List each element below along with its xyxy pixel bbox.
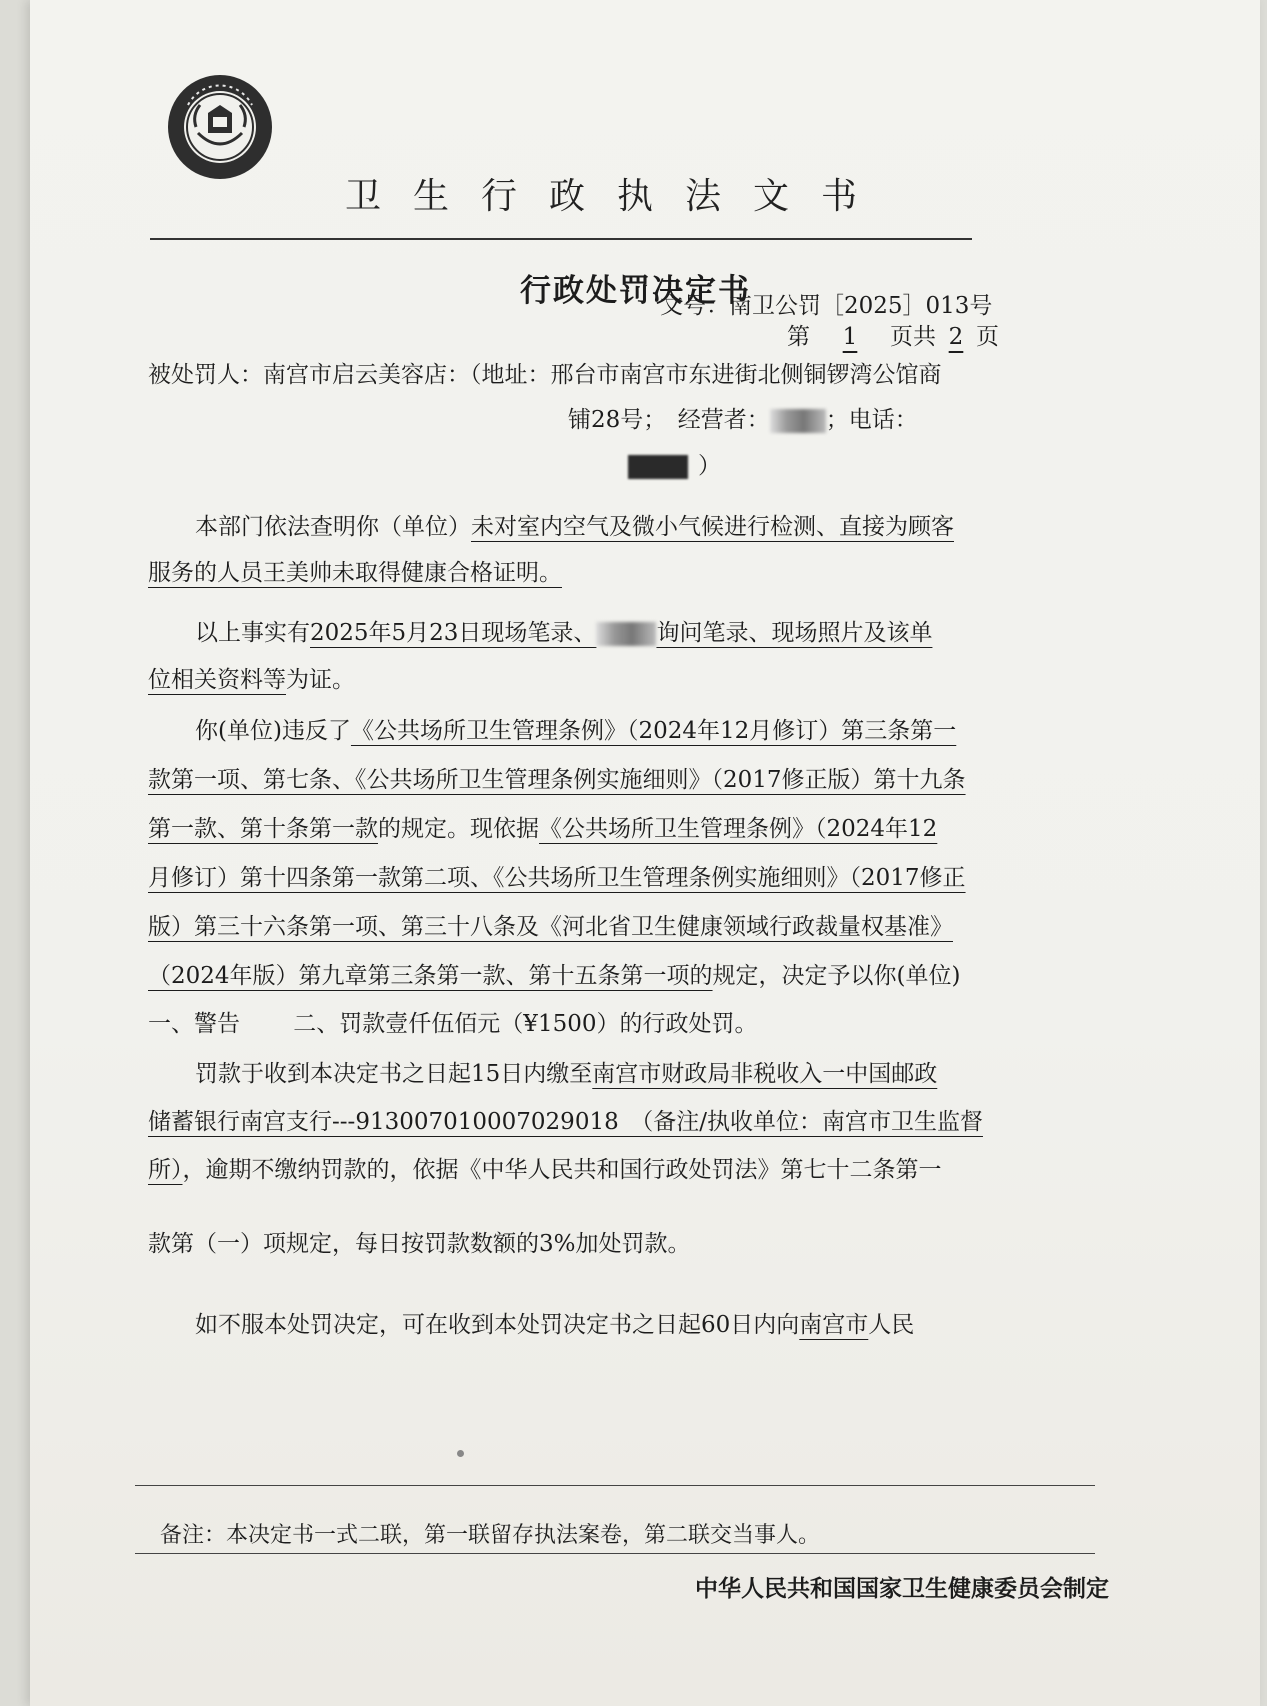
basis-law-1: 《公共场所卫生管理条例》（2024年12 — [539, 816, 938, 842]
page-suffix: 页 — [976, 324, 999, 350]
facts-line-2 — [148, 554, 562, 587]
appeal-line — [195, 1306, 914, 1339]
footer-maker: 中华人民共和国国家卫生健康委员会制定 — [695, 1576, 1109, 1602]
appeal-authority: 南宫市 — [799, 1312, 869, 1338]
violation-line-3 — [148, 810, 937, 843]
evidence-record-date: 2025年5月23日现场笔录、 — [310, 620, 597, 646]
header-rule — [150, 238, 972, 240]
violation-line-6 — [148, 957, 961, 990]
party-line-2 — [568, 401, 918, 434]
payment-account-1: 南宫市财政局非税收入一中国邮政 — [592, 1061, 938, 1087]
paper-speck — [457, 1450, 464, 1457]
appeal-intro: 如不服本处罚决定，可在收到本处罚决定书之日起60日内向 — [195, 1312, 800, 1338]
decision-intro: 规定，决定予以你(单位) — [712, 963, 961, 989]
party-phone-label: ；电话： — [825, 407, 918, 433]
redacted-name — [596, 622, 656, 646]
violation-intro: 你(单位)违反了 — [195, 718, 351, 744]
document-page — [30, 0, 1260, 1706]
document-number: 文号：南卫公罚［2025］013号 — [660, 293, 993, 319]
document-title: 行政处罚决定书 — [520, 273, 751, 309]
page-number: 1 — [842, 324, 858, 350]
violation-law-1: 《公共场所卫生管理条例》（2024年12月修订）第三条第一 — [350, 718, 957, 744]
evidence-line-1 — [195, 614, 932, 647]
facts-intro: 本部门依法查明你（单位） — [195, 514, 471, 540]
page-prefix: 第 — [787, 324, 810, 350]
page-mid: 页共 — [890, 324, 936, 350]
party-address-tail: 铺28号； 经营者： — [568, 407, 770, 433]
facts-violation-2: 服务的人员王美帅未取得健康合格证明。 — [148, 560, 562, 586]
basis-intro: 的规定。现依据 — [378, 816, 539, 842]
basis-law-3: 版）第三十六条第一项、第三十八条及《河北省卫生健康领域行政裁量权基准》 — [148, 914, 953, 940]
payment-line-1 — [195, 1055, 937, 1088]
page-indicator — [787, 318, 999, 351]
basis-law-4: （2024年版）第九章第三条第一款、第十五条第一项的 — [148, 963, 713, 989]
party-close-paren: ） — [698, 453, 721, 479]
violation-law-2: 款第一项、第七条、《公共场所卫生管理条例实施细则》（2017修正版）第十九条 — [148, 767, 966, 793]
page-total: 2 — [948, 324, 964, 350]
evidence-materials: 询问笔录、现场照片及该单 — [656, 620, 933, 646]
basis-law-2: 月修订）第十四条第一款第二项、《公共场所卫生管理条例实施细则》（2017修正 — [148, 865, 966, 891]
violation-line-2 — [148, 761, 966, 794]
violation-line-5 — [148, 908, 953, 941]
payment-line-4: 款第（一）项规定，每日按罚款数额的3%加处罚款。 — [148, 1231, 691, 1257]
health-inspection-seal-icon — [168, 75, 272, 179]
violation-line-4 — [148, 859, 966, 892]
footer-rule-bottom — [135, 1553, 1095, 1554]
redacted-phone — [628, 455, 688, 479]
evidence-closing: 为证。 — [286, 667, 355, 693]
footer-note: 备注：本决定书一式二联，第一联留存执法案卷，第二联交当事人。 — [160, 1523, 821, 1548]
late-penalty-text: ，逾期不缴纳罚款的，依据《中华人民共和国行政处罚法》第七十二条第一 — [182, 1157, 942, 1183]
document-type-header: 卫生行政执法文书 — [345, 176, 890, 217]
payment-line-2 — [148, 1103, 983, 1136]
violation-law-3: 第一款、第十条第一款 — [148, 816, 378, 842]
penalty-line: 一、警告 二、罚款壹仟伍佰元（¥1500）的行政处罚。 — [148, 1011, 758, 1037]
redacted-operator — [770, 409, 826, 433]
payment-line-3 — [148, 1151, 942, 1184]
facts-line-1 — [195, 508, 954, 541]
evidence-intro: 以上事实有 — [195, 620, 310, 646]
payment-account-3: 所） — [148, 1157, 183, 1183]
party-line-1: 被处罚人：南宫市启云美容店：（地址：邢台市南宫市东进街北侧铜锣湾公馆商 — [148, 362, 942, 388]
payment-intro: 罚款于收到本决定书之日起15日内缴至 — [195, 1061, 593, 1087]
facts-violation-1: 未对室内空气及微小气候进行检测、直接为顾客 — [471, 514, 954, 540]
violation-line-1 — [195, 712, 956, 745]
footer-rule-top — [135, 1485, 1095, 1486]
party-line-3 — [628, 447, 721, 480]
payment-account-2: 储蓄银行南宫支行---913007010007029018 （备注/执收单位：南宫市卫生监督 — [148, 1109, 983, 1135]
evidence-line-2 — [148, 661, 355, 694]
appeal-authority-tail: 人民 — [868, 1312, 915, 1338]
evidence-materials-tail: 位相关资料等 — [148, 667, 286, 693]
